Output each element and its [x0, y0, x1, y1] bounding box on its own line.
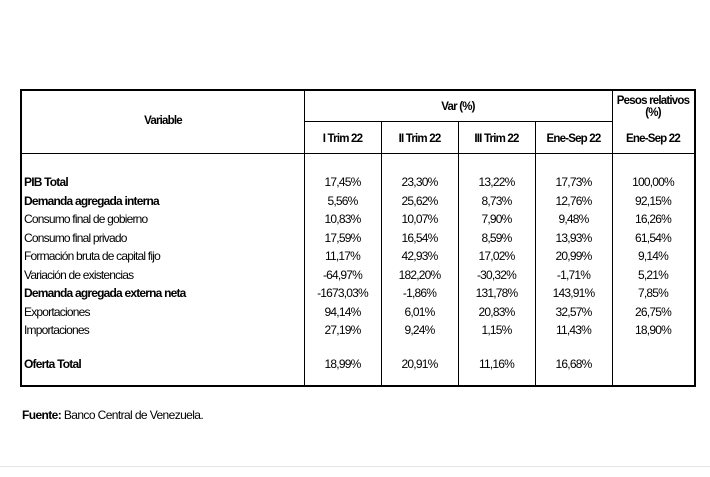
- table-cell: 17,02%: [478, 249, 515, 263]
- table-cell: 20,83%: [478, 305, 515, 319]
- table-cell: 13,93%: [555, 231, 592, 245]
- table-cell: 18,99%: [324, 357, 361, 371]
- table-cell: 25,62%: [401, 194, 438, 208]
- table-cell: 12,76%: [555, 194, 592, 208]
- table-cell: 42,93%: [401, 249, 438, 263]
- source-text: Banco Central de Venezuela.: [63, 408, 204, 422]
- gdp-table: [20, 89, 696, 387]
- row-label: Variación de existencias: [24, 268, 134, 282]
- table-cell: 10,07%: [401, 212, 438, 226]
- row-label: Consumo final privado: [24, 231, 127, 245]
- table-cell: 10,83%: [324, 212, 361, 226]
- table-cell: 11,43%: [555, 323, 591, 337]
- table-cell: 6,01%: [404, 305, 435, 319]
- table-cell: -1,86%: [402, 286, 437, 300]
- table-cell: 17,45%: [324, 175, 361, 189]
- table-cell: -1,71%: [556, 268, 591, 282]
- column-header-ene-sep: Ene-Sep 22: [546, 133, 601, 145]
- table-cell: 182,20%: [398, 268, 441, 282]
- row-label: Demanda agregada interna: [24, 194, 159, 208]
- table-cell: 1,15%: [481, 323, 512, 337]
- table-cell: 18,90%: [635, 323, 671, 337]
- table-cell: 92,15%: [635, 194, 671, 208]
- table-cell: 131,78%: [475, 286, 518, 300]
- row-label: Demanda agregada externa neta: [24, 286, 186, 300]
- table-cell: 11,16%: [478, 357, 514, 371]
- table-cell: 16,68%: [555, 357, 592, 371]
- table-cell: 9,14%: [637, 249, 669, 263]
- table-cell: 5,56%: [327, 194, 358, 208]
- table-cell: 27,19%: [324, 323, 361, 337]
- source-label: Fuente:: [22, 408, 62, 422]
- table-cell: 5,21%: [637, 268, 669, 282]
- row-divider: [304, 121, 612, 122]
- pesos-group-header: Pesos relativos (%): [616, 95, 690, 119]
- column-header-pesos-ene-sep: Ene-Sep 22: [626, 133, 680, 145]
- table-cell: -30,32%: [476, 268, 517, 282]
- row-divider: [22, 153, 694, 154]
- table-cell: 13,22%: [478, 175, 515, 189]
- column-header-iii-trim: III Trim 22: [474, 133, 519, 145]
- table-cell: 100,00%: [632, 175, 674, 189]
- table-cell: 8,73%: [481, 194, 512, 208]
- row-label: Formación bruta de capital fijo: [24, 249, 160, 263]
- table-cell: -1673,03%: [317, 286, 368, 300]
- row-label: Oferta Total: [24, 357, 81, 371]
- table-cell: 20,99%: [555, 249, 592, 263]
- row-label: Exportaciones: [24, 305, 90, 319]
- variable-header: Variable: [144, 115, 182, 127]
- column-header-ii-trim: II Trim 22: [398, 133, 441, 145]
- table-cell: 8,59%: [481, 231, 512, 245]
- table-cell: 16,54%: [401, 231, 438, 245]
- table-cell: 16,26%: [635, 212, 671, 226]
- var-group-header: Var (%): [441, 101, 475, 113]
- table-cell: -64,97%: [322, 268, 363, 282]
- bottom-divider: [0, 466, 710, 467]
- row-label: Importaciones: [24, 323, 89, 337]
- table-cell: 11,17%: [324, 249, 360, 263]
- table-cell: 17,59%: [324, 231, 361, 245]
- column-header-i-trim: I Trim 22: [322, 133, 363, 145]
- table-cell: 61,54%: [635, 231, 671, 245]
- row-label: Consumo final de gobierno: [24, 212, 148, 226]
- table-cell: 23,30%: [401, 175, 438, 189]
- table-cell: 20,91%: [401, 357, 438, 371]
- table-cell: 26,75%: [635, 305, 671, 319]
- table-cell: 7,85%: [637, 286, 669, 300]
- table-cell: 32,57%: [555, 305, 592, 319]
- table-cell: 143,91%: [552, 286, 595, 300]
- table-cell: 9,24%: [404, 323, 435, 337]
- table-cell: 9,48%: [558, 212, 589, 226]
- table-cell: 17,73%: [555, 175, 592, 189]
- table-cell: 7,90%: [481, 212, 512, 226]
- row-label: PIB Total: [24, 175, 68, 189]
- table-cell: 94,14%: [324, 305, 361, 319]
- source-note: [22, 408, 203, 422]
